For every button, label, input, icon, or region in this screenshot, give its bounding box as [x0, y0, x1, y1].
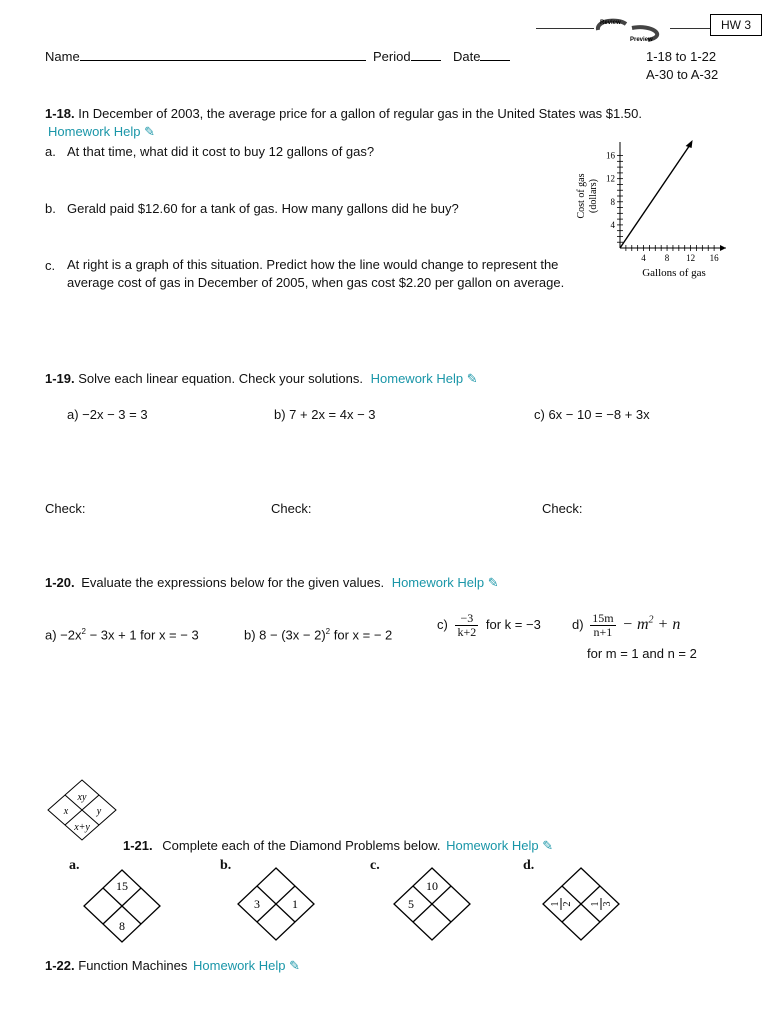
fraction: [590, 612, 615, 639]
gas-cost-chart: [570, 132, 730, 282]
key-left: x: [63, 806, 69, 817]
hw-number-badge: HW 3: [710, 14, 762, 36]
expression-b-text: b) 8 − (3x − 2): [244, 627, 326, 643]
diamond-label-b: b.: [220, 858, 232, 873]
diamond-left-fraction: [550, 898, 573, 910]
problem-intro: Function Machines: [78, 958, 188, 973]
preview-word: Preview: [630, 37, 653, 43]
homework-help-link[interactable]: Homework Help ✎: [193, 958, 300, 973]
data-line: [620, 144, 691, 248]
x-tick-label: 12: [686, 253, 696, 263]
problem-1-22-intro-line: [45, 958, 300, 974]
diamond-key: [46, 778, 118, 842]
expression-c-tail: for k = −3: [485, 616, 541, 632]
diamond-d[interactable]: [541, 866, 621, 942]
x-axis-arrow: [720, 245, 726, 251]
key-right: y: [96, 806, 102, 817]
part-letter: b.: [45, 201, 56, 216]
homework-help-link[interactable]: Homework Help ✎: [48, 124, 155, 139]
expression-a-text: a) −2x: [45, 627, 82, 643]
name-label: Name: [45, 49, 80, 64]
expression-a: [45, 627, 199, 642]
key-top: xy: [77, 792, 87, 803]
y-tick-label: 4: [610, 219, 615, 230]
part-b: [45, 201, 459, 216]
denominator: k+2: [457, 625, 477, 639]
problem-1-20-intro-line: [45, 575, 499, 591]
homework-help-link[interactable]: Homework Help ✎: [370, 371, 478, 386]
data-line-arrow: [686, 140, 693, 148]
fraction-numerator: 1: [590, 901, 601, 907]
y-axis-label-line2: (dollars): [588, 179, 599, 213]
check-c-label: Check:: [542, 501, 583, 516]
y-axis-label-line1: Cost of gas: [576, 173, 587, 219]
diamond-right-value: 1: [292, 897, 298, 911]
problem-1-21-intro-line: [123, 838, 553, 854]
fraction-denominator: 3: [602, 901, 613, 907]
fraction-denominator: 2: [562, 901, 573, 907]
problem-number: 1-19.: [45, 371, 75, 386]
exponent: 2: [81, 627, 86, 636]
expression-b: [244, 627, 392, 642]
y-tick-label: 16: [606, 150, 615, 161]
x-tick-label: 4: [641, 253, 646, 263]
part-a: [45, 144, 374, 159]
check-a-label: Check:: [45, 501, 86, 516]
header-rule-left: [536, 28, 594, 29]
check-b-label: Check:: [271, 501, 312, 516]
expression-a-tail: − 3x + 1 for x = − 3: [85, 627, 199, 643]
expression-c: [437, 612, 541, 639]
numerator: 15m: [592, 611, 614, 625]
diamond-label-c: c.: [370, 858, 380, 873]
x-tick-label: 16: [709, 253, 719, 263]
homework-help-link[interactable]: Homework Help ✎: [446, 838, 554, 853]
problem-number: 1-21.: [123, 838, 153, 853]
problem-1-19-intro-line: [45, 371, 478, 387]
problem-number: 1-22.: [45, 958, 75, 973]
equation-c: c) 6x − 10 = −8 + 3x: [534, 407, 650, 422]
diamond-bottom-value: 8: [119, 919, 125, 933]
review-word: Review: [600, 20, 621, 26]
diamond-label-a: a.: [69, 858, 80, 873]
diamond-label-d: d.: [523, 858, 535, 873]
homework-help-link[interactable]: Homework Help ✎: [391, 575, 499, 590]
problem-number: 1-18.: [45, 106, 75, 121]
problem-number: 1-20.: [45, 575, 75, 590]
y-tick-label: 8: [610, 196, 615, 207]
x-tick-label: 8: [664, 253, 670, 263]
name-field[interactable]: [45, 49, 366, 64]
problem-range-2: A-30 to A-32: [646, 67, 719, 82]
problem-intro: Evaluate the expressions below for the given values.: [81, 575, 385, 590]
denominator: n+1: [593, 625, 613, 639]
expression-b-tail: for x = − 2: [330, 627, 393, 643]
equation-a: a) −2x − 3 = 3: [67, 407, 148, 422]
diamond-right-fraction: [590, 898, 613, 910]
date-label: Date: [453, 49, 481, 64]
date-field[interactable]: [453, 49, 510, 64]
part-text: At right is a graph of this situation. Predict how the line would change to represent the average cost of gas in December of 2005, when gas cost $2.20 per gallon on average.: [67, 257, 565, 290]
x-axis-label: Gallons of gas: [642, 267, 706, 279]
problem-range-1: 1-18 to 1-22: [646, 49, 717, 64]
diamond-a[interactable]: [82, 868, 162, 944]
fraction-numerator: 1: [550, 901, 561, 907]
header-rule-right: [670, 28, 710, 29]
problem-intro: Complete each of the Diamond Problems below.: [162, 838, 441, 853]
diamond-b[interactable]: [236, 866, 316, 942]
diamond-left-value: 5: [408, 897, 414, 911]
problem-intro: Solve each linear equation. Check your solutions.: [78, 371, 363, 386]
part-letter: d): [572, 616, 584, 632]
key-bottom: x+y: [74, 822, 90, 833]
diamond-top-value: 15: [116, 879, 128, 893]
diamond-c[interactable]: [392, 866, 472, 942]
part-letter: c): [437, 616, 448, 632]
review-preview-logo: [592, 14, 670, 44]
fraction: [455, 612, 478, 639]
part-letter: c.: [45, 258, 56, 273]
expression-d-rest: [622, 616, 680, 633]
equation-b: b) 7 + 2x = 4x − 3: [274, 407, 376, 422]
expression-d: [572, 612, 680, 639]
diamond-top-value: 10: [426, 879, 438, 893]
expression-d-plus: + n: [653, 615, 681, 633]
part-text: Gerald paid $12.60 for a tank of gas. How many gallons did he buy?: [67, 201, 459, 216]
problem-intro: In December of 2003, the average price for a gallon of regular gas in the United States was $1.50.: [78, 106, 642, 121]
diamond-left-value: 3: [254, 897, 260, 911]
expression-d-minus: − m: [622, 615, 649, 633]
exponent: 2: [325, 627, 331, 636]
problem-1-18-intro-line: [45, 106, 642, 121]
period-label: Period: [373, 49, 411, 64]
y-tick-label: 12: [606, 173, 615, 184]
expression-d-values: for m = 1 and n = 2: [587, 646, 697, 661]
numerator: −3: [455, 612, 478, 626]
period-field[interactable]: [373, 49, 441, 64]
part-letter: a.: [45, 144, 56, 159]
part-text: At that time, what did it cost to buy 12 gallons of gas?: [67, 144, 375, 159]
exponent: 2: [648, 614, 654, 626]
